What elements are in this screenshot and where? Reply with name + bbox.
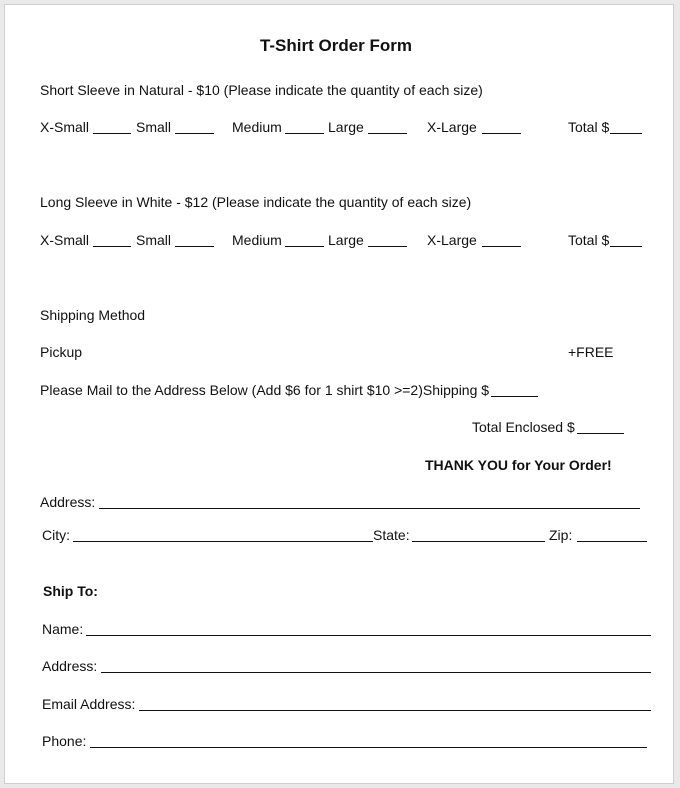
short-sleeve-small-label: Small [136,119,172,135]
short-sleeve-large-qty-field[interactable] [368,133,407,134]
address-field[interactable] [99,508,640,509]
ship-to-address-label: Address: [42,658,98,674]
ship-to-heading: Ship To: [43,583,98,599]
long-sleeve-total-label: Total $ [568,232,610,248]
ship-to-phone-label: Phone: [42,733,87,749]
long-sleeve-xlarge-qty-field[interactable] [482,246,521,247]
short-sleeve-heading: Short Sleeve in Natural - $10 (Please indicate the quantity of each size) [40,82,483,98]
zip-label: Zip: [549,527,573,543]
long-sleeve-xsmall-qty-field[interactable] [93,246,131,247]
short-sleeve-total-field[interactable] [610,133,642,134]
short-sleeve-xsmall-qty-field[interactable] [93,133,131,134]
total-enclosed-field[interactable] [577,433,624,434]
shipping-method-heading: Shipping Method [40,307,146,323]
ship-to-phone-field[interactable] [90,747,647,748]
long-sleeve-xsmall-label: X-Small [40,232,90,248]
long-sleeve-total-field[interactable] [610,246,642,247]
short-sleeve-medium-qty-field[interactable] [285,133,324,134]
ship-to-name-field[interactable] [86,635,651,636]
pickup-price: +FREE [568,344,614,360]
ship-to-email-field[interactable] [139,710,651,711]
long-sleeve-large-label: Large [328,232,364,248]
long-sleeve-large-qty-field[interactable] [368,246,407,247]
pickup-label: Pickup [40,344,83,360]
short-sleeve-xsmall-label: X-Small [40,119,90,135]
short-sleeve-total-label: Total $ [568,119,610,135]
total-enclosed-label: Total Enclosed $ [472,419,575,435]
zip-field[interactable] [577,541,647,542]
short-sleeve-xlarge-qty-field[interactable] [482,133,521,134]
ship-to-email-label: Email Address: [42,696,136,712]
short-sleeve-small-qty-field[interactable] [175,133,214,134]
long-sleeve-small-qty-field[interactable] [175,246,214,247]
long-sleeve-xlarge-label: X-Large [427,232,477,248]
mail-shipping-label: Please Mail to the Address Below (Add $6 for 1 shirt $10 >=2)Shipping $ [40,382,490,398]
short-sleeve-xlarge-label: X-Large [427,119,477,135]
thank-you-message: THANK YOU for Your Order! [425,457,612,473]
ship-to-name-label: Name: [42,621,84,637]
long-sleeve-medium-label: Medium [232,232,282,248]
long-sleeve-heading: Long Sleeve in White - $12 (Please indicate the quantity of each size) [40,194,472,210]
city-label: City: [42,527,70,543]
address-label: Address: [40,494,96,510]
long-sleeve-small-label: Small [136,232,172,248]
long-sleeve-medium-qty-field[interactable] [285,246,324,247]
short-sleeve-medium-label: Medium [232,119,282,135]
state-field[interactable] [412,541,545,542]
city-field[interactable] [73,541,373,542]
short-sleeve-large-label: Large [328,119,364,135]
shipping-amount-field[interactable] [491,396,538,397]
page-title: T-Shirt Order Form [259,36,413,55]
state-label: State: [373,527,410,543]
ship-to-address-field[interactable] [101,672,651,673]
